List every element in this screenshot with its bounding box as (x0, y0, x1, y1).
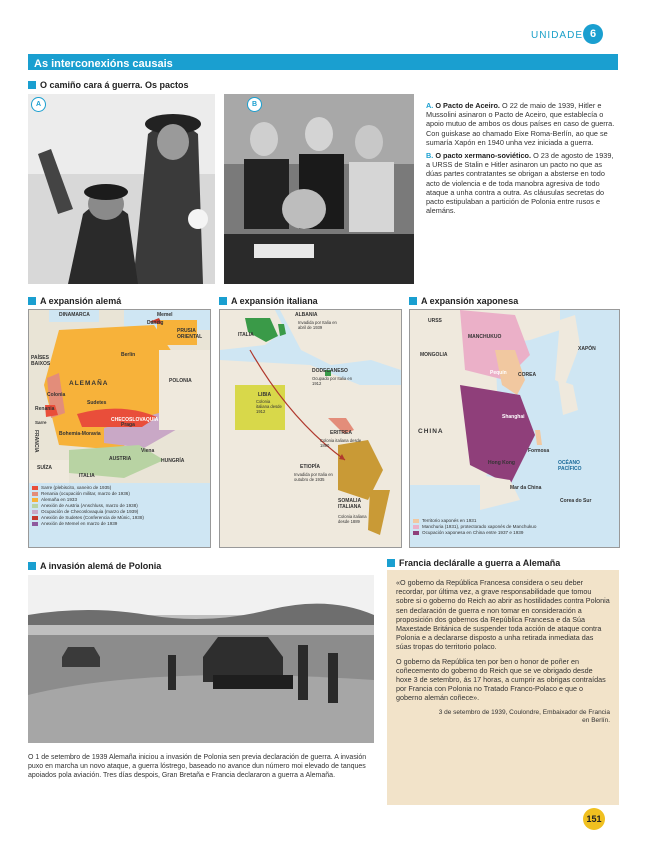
map-note: Invadida por Italia en abril de 1939 (298, 320, 337, 330)
legend-item: Manchuria (1931), protectorado xaponés de Manchukuo (413, 524, 616, 530)
map-label-china: CHINA (418, 428, 444, 435)
map-label-suiza: SUÍZA (37, 465, 52, 471)
map-label-italia: ITALIA (238, 332, 254, 338)
map-label-urss: URSS (428, 318, 442, 324)
map-label-memel: Memel (157, 312, 173, 318)
map-label-etiopia: ETIOPÍA (300, 464, 321, 470)
section-heading-japanese-map: A expansión xaponesa (409, 296, 518, 306)
legend-item: Sarre (plebiscito, xaneiro de 1935) (32, 485, 208, 491)
map-german-expansion (28, 309, 211, 548)
map-label-bohemia-moravia: Bohemia-Moravia (59, 431, 101, 437)
quote-paragraph-1: «O goberno da República Francesa considera o seu deber recordar, por última vez, a grave responsabilidade que tomou sobre si o goberno do Reich ao abrir as hostilidades contra Polonia sen declaración de guerra e non tomar en consideración a proposición dos gobernos da República Francesa e da Súa Maxestade Británica de suspender toda acción de ataque contra Polonia e a declararse disposto a unha retirada inmediata das súas tropas do territorio polaco. (396, 578, 610, 652)
map-label-prusia: PRUSIA ORIENTAL (177, 328, 203, 340)
map-label-hungria: HUNGRÍA (161, 458, 185, 464)
legend-item: Anexión de Memel en marzo de 1939 (32, 521, 208, 527)
map-label-hong-kong: Hong Kong (488, 460, 515, 466)
legend-item: Alemaña en 1933 (32, 497, 208, 503)
square-bullet-icon (387, 559, 395, 567)
section-heading-pacts: O camiño cara á guerra. Os pactos (28, 80, 189, 90)
map-label-alemana: ALEMAÑA (69, 380, 109, 387)
map-label-somalia: SOMALIA ITALIANA (338, 498, 361, 510)
map-label-sarre: Sarre (35, 420, 47, 425)
square-bullet-icon (409, 297, 417, 305)
photo-a-label: A (31, 97, 46, 112)
legend-item: Anexión de Sudetes (Conferencia de Múnic, 1938) (32, 515, 208, 521)
map-label-xapon: XAPÓN (578, 346, 596, 352)
map-note: Ocupado por Italia en 1912 (312, 376, 353, 386)
square-bullet-icon (28, 81, 36, 89)
page-number: 151 (583, 808, 605, 830)
map-label-mongolia: MONGOLIA (420, 352, 448, 358)
legend-item: Territorio xaponés en 1931 (413, 518, 616, 524)
square-bullet-icon (28, 297, 36, 305)
map-label-corea: COREA (518, 372, 537, 378)
quote-source: 3 de setembro de 1939, Coulondre, Embaixador de Francia en Berlín. (438, 708, 610, 724)
section-heading-german-map: A expansión alemá (28, 296, 121, 306)
map-label-formosa: Formosa (528, 448, 550, 454)
map-label-oceano: OCÉANO PACÍFICO (558, 460, 582, 472)
map-label-dinamarca: DINAMARCA (59, 312, 90, 318)
map-label-austria: AUSTRIA (109, 456, 132, 462)
map-japanese-expansion (409, 309, 620, 548)
map-label-paises-baixos: PAÍSES BAIXOS (31, 355, 51, 367)
pacts-text (426, 101, 617, 215)
section-heading-france: Francia decláralle a guerra a Alemaña (387, 558, 560, 568)
map-label-berlin: Berlín (121, 352, 136, 358)
photo-hitler-mussolini (28, 94, 215, 284)
map-label-viena: Viena (141, 448, 155, 454)
photo-b-label: B (247, 97, 262, 112)
map-label-eritrea: ERITREA (330, 430, 352, 436)
unit-label: UNIDADE (530, 30, 583, 41)
map-label-italia: ITALIA (79, 473, 95, 479)
map-label-mar-china: Mar da China (510, 485, 542, 491)
map-label-danzig: Dánzig (147, 320, 164, 326)
map-italian-expansion (219, 309, 402, 548)
section-band (28, 54, 618, 70)
map-label-corea-sur: Corea do Sur (560, 498, 592, 504)
german-map-legend (32, 485, 208, 527)
legend-item: Ocupación xaponesa en China entre 1937 e 1939 (413, 530, 616, 536)
map-note: Colonia italiana desde 1890 (320, 438, 362, 448)
pact-a-paragraph: A. O Pacto de Aceiro. O 22 de maio de 1939, Hitler e Mussolini asinaron o Pacto de Aceiro, que establecía o apoio mutuo de ambos os dous países en caso de guerra. Con guiskase ao chamado Eixe Roma-Berlín, ao que se sumaría Xapón en 1940 unha vez iniciada a guerra. (426, 101, 615, 147)
map-label-colonia: Colonia (47, 392, 66, 398)
section-heading-poland: A invasión alemá de Polonia (28, 561, 161, 571)
square-bullet-icon (219, 297, 227, 305)
legend-item: Renania (ocupación militar, marzo de 1936) (32, 491, 208, 497)
unit-number-badge: 6 (583, 24, 603, 44)
map-label-manchukuo: MANCHUKUO (468, 334, 502, 340)
photo-poland-invasion (28, 575, 374, 743)
square-bullet-icon (28, 562, 36, 570)
map-label-pequin: Pequín (490, 370, 507, 376)
section-heading-italian-map: A expansión italiana (219, 296, 318, 306)
quote-box (387, 570, 619, 805)
band-title: As interconexións causais (34, 58, 173, 70)
map-label-shanghai: Shanghai (502, 414, 525, 420)
map-label-sudetes: Sudetes (87, 400, 107, 406)
legend-item: Ocupación de Checoslovaquia (marzo de 1939) (32, 509, 208, 515)
map-label-dodecaneso: DODECANESO (312, 368, 348, 374)
map-label-praga: Praga (121, 422, 135, 428)
map-note: Colonia italiana desde 1912 (256, 399, 282, 414)
map-note: Colonia italiana desde 1889 (338, 514, 367, 524)
pact-b-paragraph: B. O pacto xermano-soviético. O 23 de agosto de 1939, a URSS de Stalin e Hitler asinaron un pacto no que as dúas partes contratantes se obrigan a absterse en todo acto de violencia e de toda manobra agresiva de todo ataque a unha contra a outra. As cláusulas secretas do pacto estipulaban a partición de Polonia entre rusos e alemáns. (426, 151, 614, 216)
map-label-checoslovaquia: CHECOSLOVAQUIA (111, 417, 159, 423)
quote-paragraph-2: O goberno da República ten por ben o honor de poñer en coñecemento do goberno do Reich que se ve obrigado desde hoxe 3 de setembro, ás 17 horas, a cumprir as obrigas contraídas por Francia con Polonia no Tratado Franco-Polaco e que o goberno alemán coñece». (396, 656, 606, 703)
japanese-map-legend (413, 518, 616, 536)
map-label-libia: LIBIA (258, 392, 272, 398)
legend-item: Anexión de Austria (Anschluss, marzo de 1938) (32, 503, 208, 509)
photo-molotov-pact (224, 94, 414, 284)
map-label-polonia: POLONIA (169, 378, 192, 384)
map-label-renania: Renania (35, 406, 55, 412)
map-label-albania: ALBANIA (295, 312, 318, 318)
map-label-francia: FRANCIA (33, 430, 39, 453)
map-note: Invadida por Italia en outubro de 1935 (294, 472, 333, 482)
poland-caption: O 1 de setembro de 1939 Alemaña iniciou a invasión de Polonia sen previa declaración de guerra. A invasión puxo en marcha un novo ataque, a guerra lóstrego, baseado no avance dun número moi elevado de tanques apoiados pola aviación. Tres días despois, Gran Bretaña e Francia declararon a guerra a Alemaña. (28, 754, 367, 779)
